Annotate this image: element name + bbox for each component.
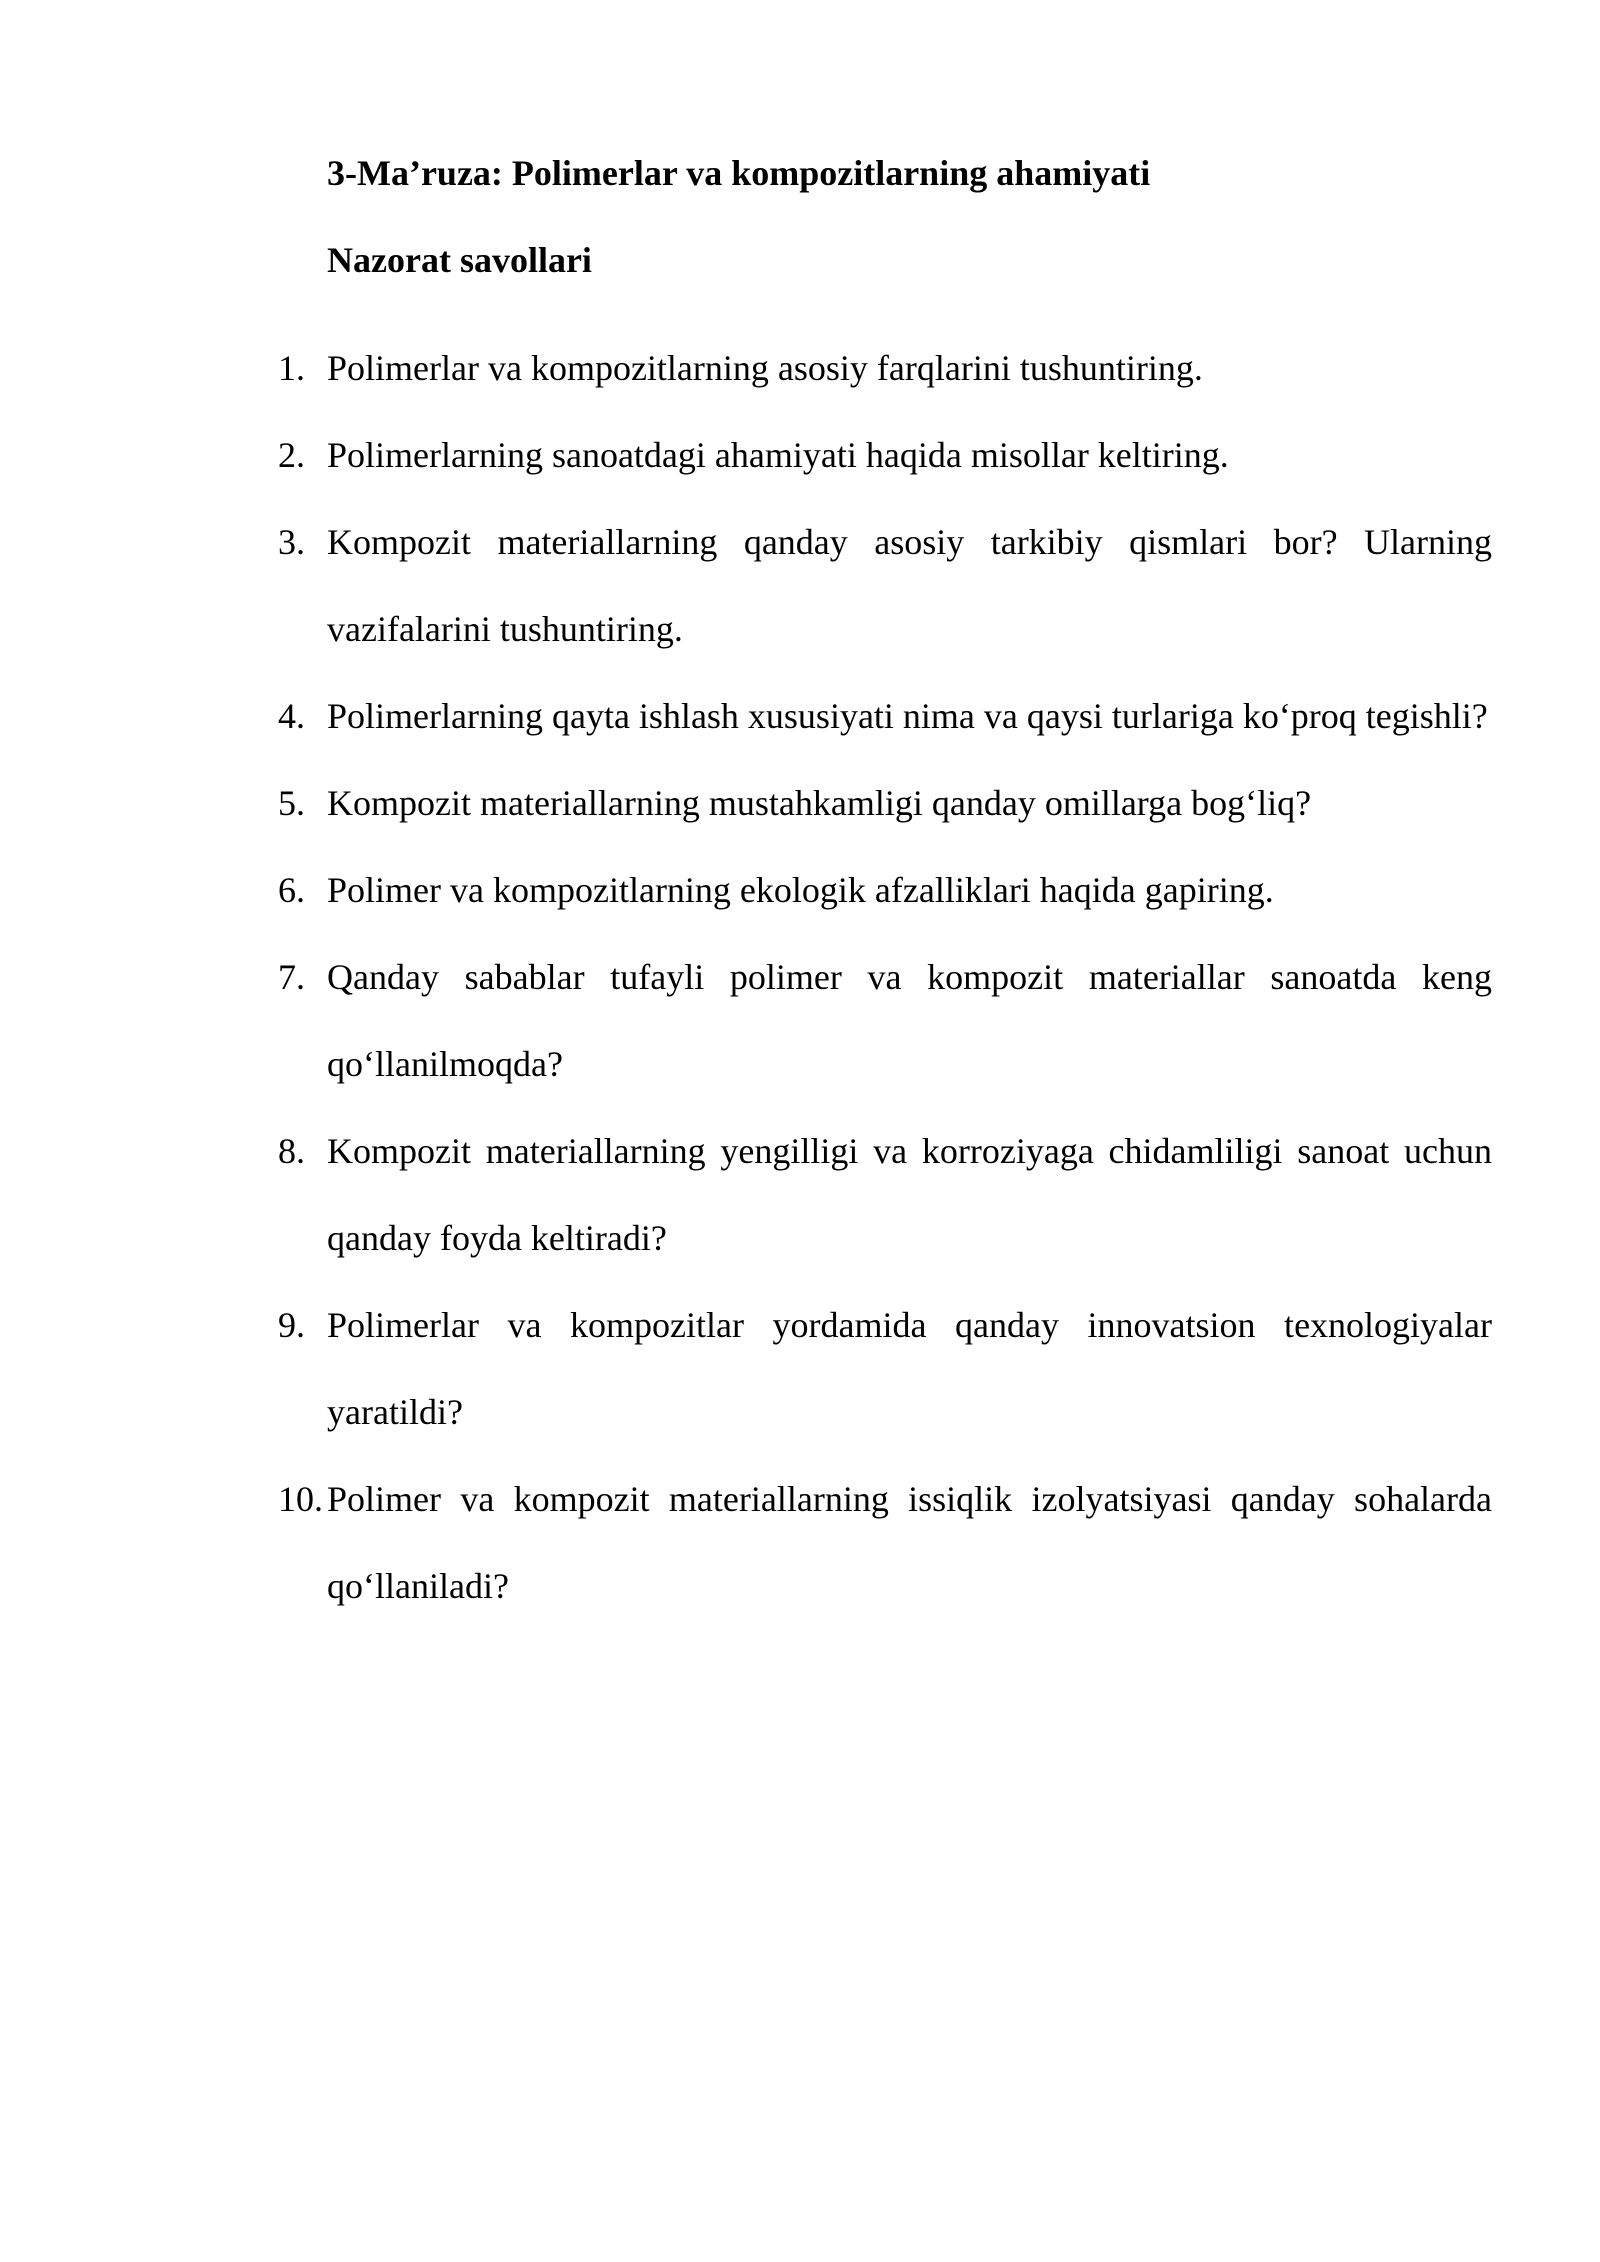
lecture-title: 3-Ma’ruza: Polimerlar va kompozitlarning ahamiyati xyxy=(327,153,1151,193)
section-heading: Nazorat savollari xyxy=(327,240,592,280)
question-text: Polimerlarning sanoatdagi ahamiyati haqida misollar keltiring. xyxy=(327,435,1229,475)
question-number: 4. xyxy=(278,696,305,736)
question-text: Kompozit materiallarning qanday asosiy tarkibiy qismlari bor? Ularning vazifalarini tushuntiring. xyxy=(327,522,1492,649)
question-item xyxy=(270,847,1510,934)
question-number: 6. xyxy=(278,870,305,910)
question-number: 9. xyxy=(278,1305,305,1345)
question-item xyxy=(270,1282,1510,1456)
question-number: 7. xyxy=(278,957,305,997)
question-item xyxy=(270,499,1510,673)
question-item xyxy=(270,673,1510,760)
question-text: Polimerlar va kompozitlar yordamida qanday innovatsion texnologiyalar yaratildi? xyxy=(327,1305,1492,1432)
question-text: Polimerlar va kompozitlarning asosiy farqlarini tushuntiring. xyxy=(327,348,1203,388)
question-item xyxy=(270,760,1510,847)
question-item xyxy=(270,412,1510,499)
question-item xyxy=(270,934,1510,1108)
question-text: Kompozit materiallarning yengilligi va korroziyaga chidamliligi sanoat uchun qanday foyda keltiradi? xyxy=(327,1131,1492,1258)
question-number: 5. xyxy=(278,783,305,823)
question-text: Qanday sabablar tufayli polimer va kompozit materiallar sanoatda keng qo‘llanilmoqda? xyxy=(327,957,1492,1084)
question-item xyxy=(270,325,1510,412)
question-item xyxy=(270,1108,1510,1282)
question-text: Polimer va kompozitlarning ekologik afzalliklari haqida gapiring. xyxy=(327,870,1274,910)
question-number: 8. xyxy=(278,1131,305,1171)
question-item xyxy=(270,1456,1510,1630)
questions-list xyxy=(270,325,1510,1630)
question-number: 2. xyxy=(278,435,305,475)
question-number: 1. xyxy=(278,348,305,388)
question-text: Kompozit materiallarning mustahkamligi qanday omillarga bog‘liq? xyxy=(327,783,1312,823)
question-number: 10. xyxy=(278,1479,323,1519)
question-text: Polimer va kompozit materiallarning issiqlik izolyatsiyasi qanday sohalarda qo‘llaniladi? xyxy=(327,1479,1492,1606)
question-number: 3. xyxy=(278,522,305,562)
question-text: Polimerlarning qayta ishlash xususiyati nima va qaysi turlariga ko‘proq tegishli? xyxy=(327,696,1488,736)
